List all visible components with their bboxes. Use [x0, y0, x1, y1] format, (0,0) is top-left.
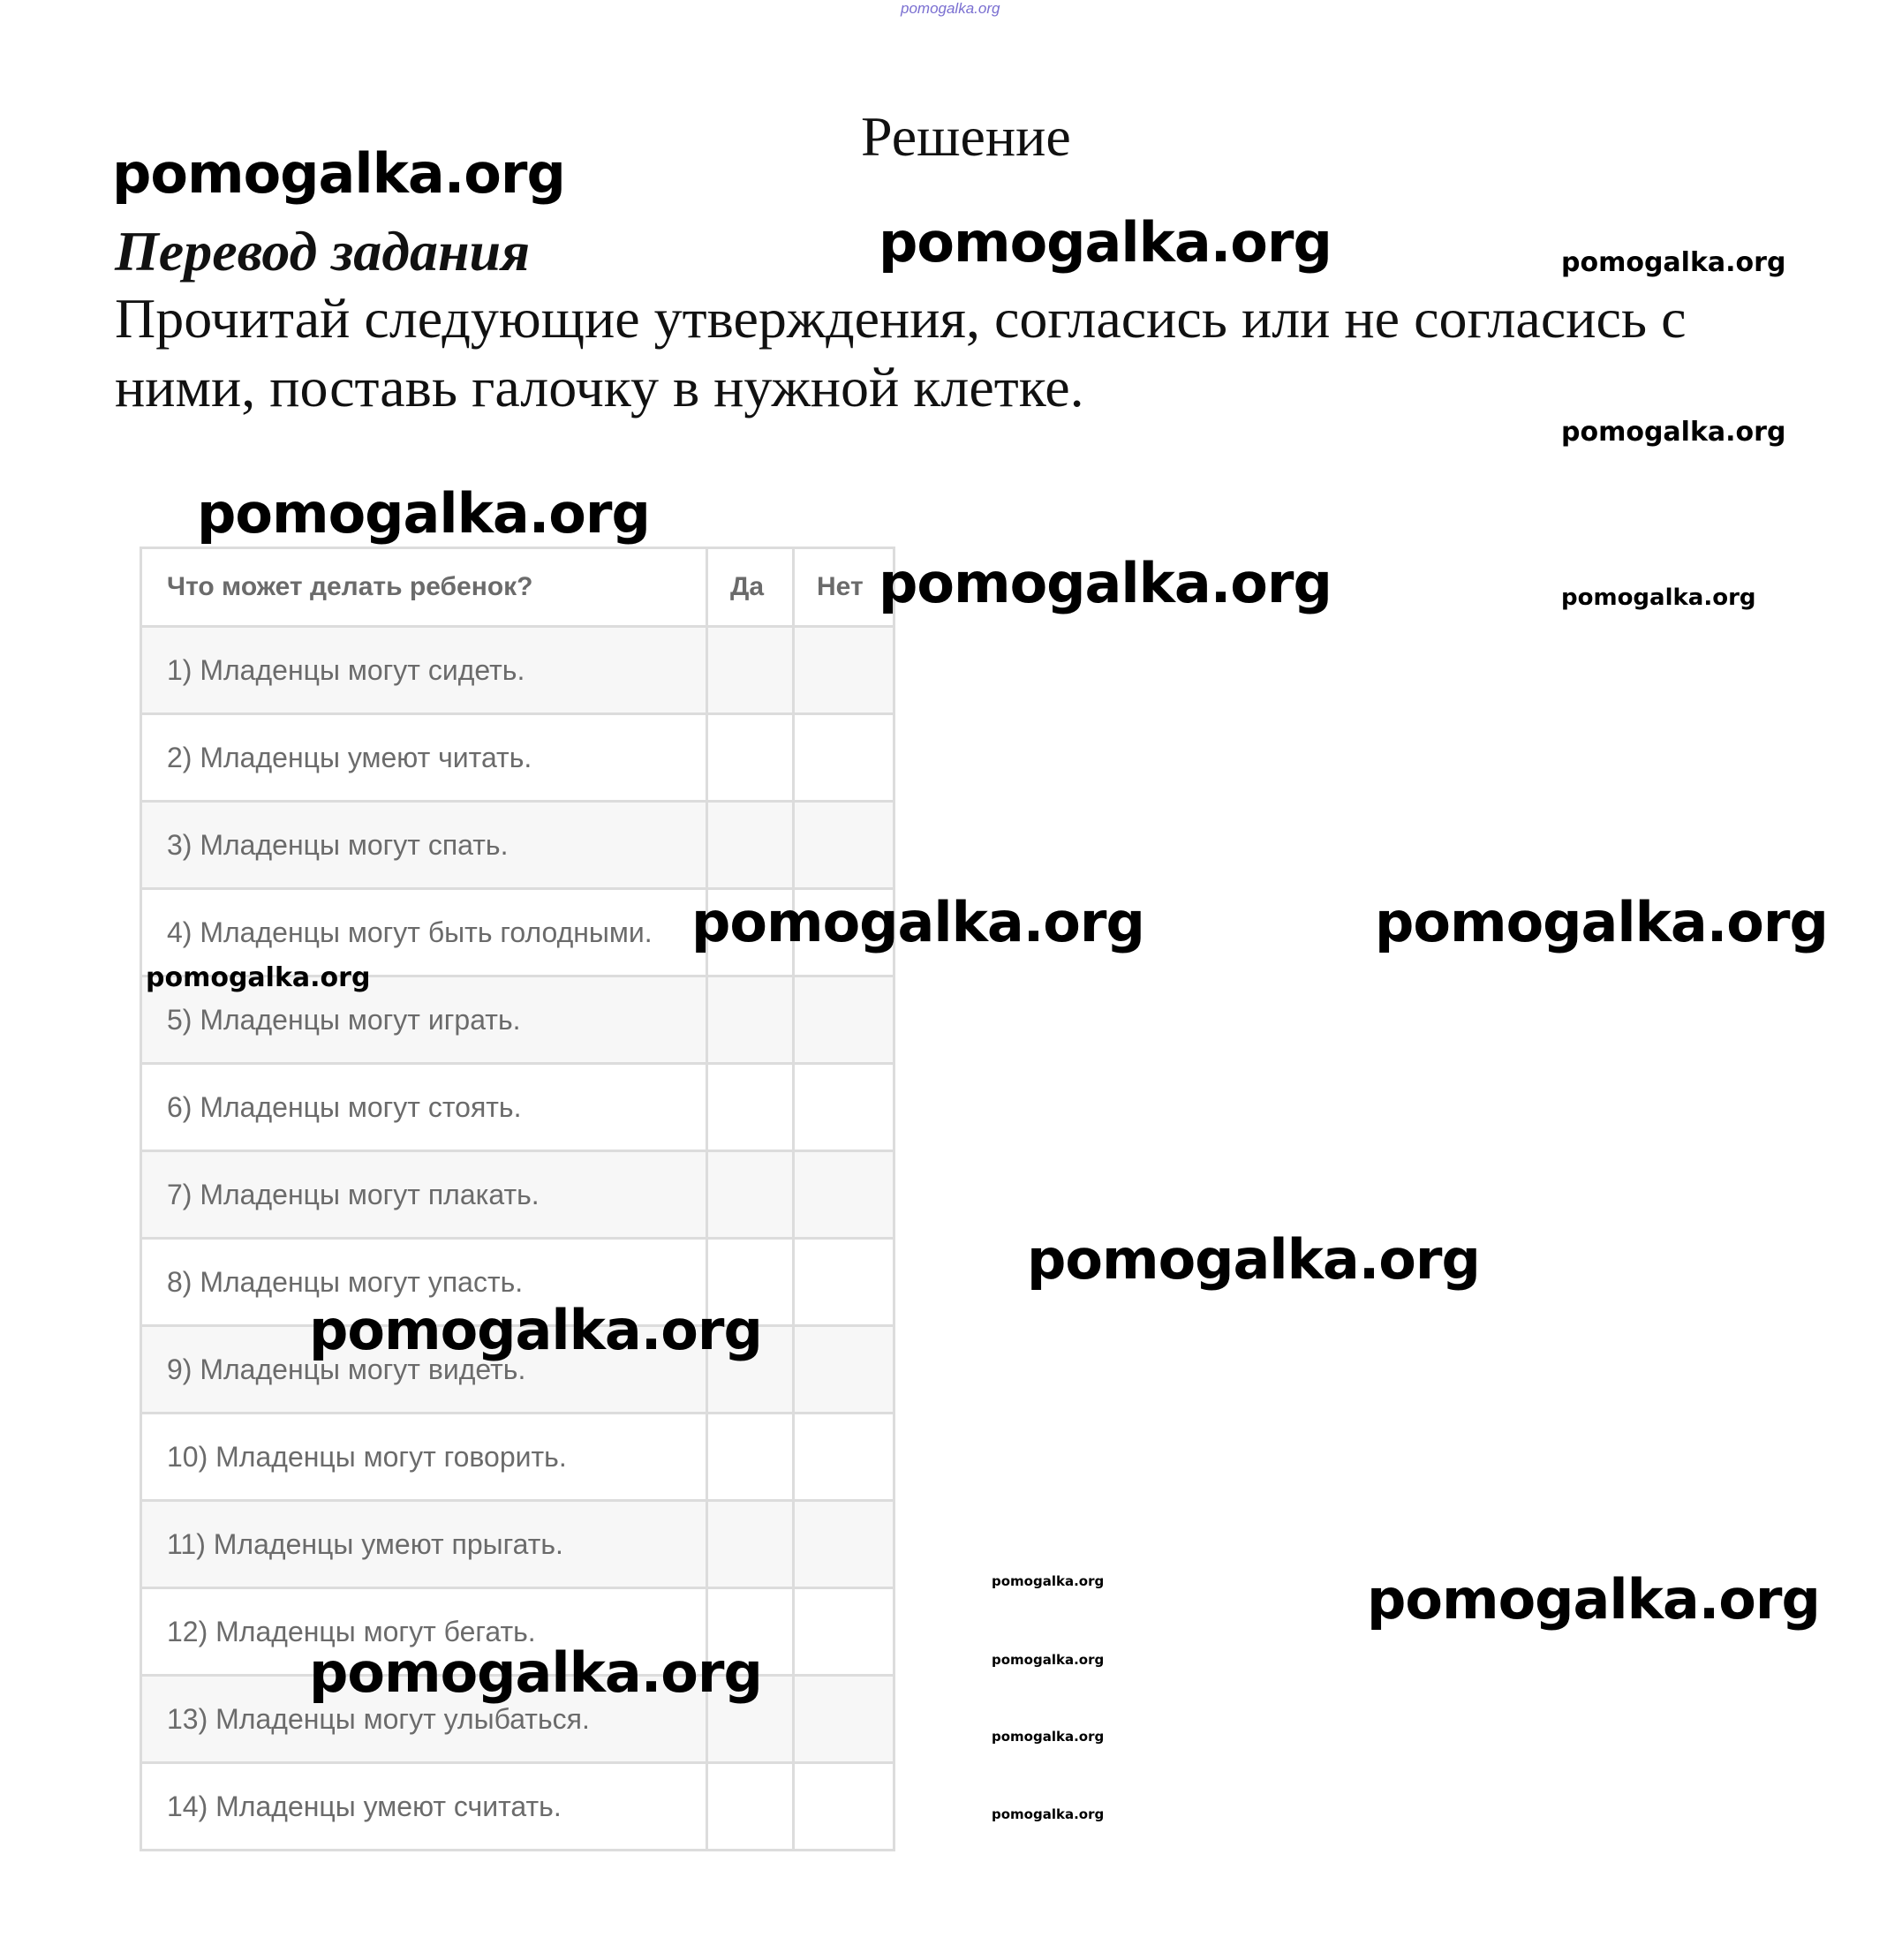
table-row [141, 714, 894, 802]
table-row [141, 1151, 894, 1239]
header-question: Что может делать ребенок? [141, 548, 707, 627]
watermark: pomogalka.org [112, 141, 565, 206]
statement-cell: 6) Младенцы могут стоять. [141, 1064, 707, 1151]
table-row [141, 1501, 894, 1588]
yes-cell[interactable] [707, 1064, 794, 1151]
table-header-row [141, 548, 894, 627]
statement-cell: 2) Младенцы умеют читать. [141, 714, 707, 802]
statement-cell: 14) Младенцы умеют считать. [141, 1763, 707, 1851]
statement-cell: 7) Младенцы могут плакать. [141, 1151, 707, 1239]
task-text: Прочитай следующие утверждения, согласись или не согласись с ними, поставь галочку в нужной клетке. [115, 287, 1687, 418]
no-cell[interactable] [794, 1413, 894, 1501]
header-no: Нет [794, 548, 894, 627]
statement-cell: 5) Младенцы могут играть. [141, 976, 707, 1064]
yes-cell[interactable] [707, 714, 794, 802]
watermark: pomogalka.org [1367, 1567, 1820, 1632]
statement-cell: 10) Младенцы могут говорить. [141, 1413, 707, 1501]
no-cell[interactable] [794, 1064, 894, 1151]
watermark: pomogalka.org [1561, 247, 1786, 278]
statement-cell: 8) Младенцы могут упасть. [141, 1239, 707, 1326]
table-row [141, 627, 894, 714]
table-row [141, 1763, 894, 1851]
page-title: Решение [861, 105, 1071, 168]
yes-cell[interactable] [707, 802, 794, 889]
header-yes: Да [707, 548, 794, 627]
watermark: pomogalka.org [879, 210, 1332, 275]
yes-cell[interactable] [707, 976, 794, 1064]
watermark: pomogalka.org [691, 890, 1144, 954]
no-cell[interactable] [794, 1151, 894, 1239]
watermark: pomogalka.org [1027, 1227, 1480, 1292]
no-cell[interactable] [794, 1239, 894, 1326]
yes-cell[interactable] [707, 1501, 794, 1588]
yes-cell[interactable] [707, 1763, 794, 1851]
watermark: pomogalka.org [197, 481, 650, 546]
yes-cell[interactable] [707, 1151, 794, 1239]
no-cell[interactable] [794, 1326, 894, 1413]
watermark: pomogalka.org [309, 1640, 762, 1705]
watermark: pomogalka.org [146, 962, 371, 993]
no-cell[interactable] [794, 1501, 894, 1588]
no-cell[interactable] [794, 1588, 894, 1676]
yes-cell[interactable] [707, 1413, 794, 1501]
watermark: pomogalka.org [992, 1652, 1105, 1668]
statement-cell: 4) Младенцы могут быть голодными. [141, 889, 707, 976]
watermark: pomogalka.org [992, 1729, 1105, 1745]
no-cell[interactable] [794, 627, 894, 714]
no-cell[interactable] [794, 802, 894, 889]
table-row [141, 1064, 894, 1151]
table-row [141, 1413, 894, 1501]
no-cell[interactable] [794, 1763, 894, 1851]
watermark: pomogalka.org [1561, 584, 1756, 611]
no-cell[interactable] [794, 1676, 894, 1763]
statement-cell: 1) Младенцы могут сидеть. [141, 627, 707, 714]
no-cell[interactable] [794, 976, 894, 1064]
statement-cell: 11) Младенцы умеют прыгать. [141, 1501, 707, 1588]
watermark: pomogalka.org [879, 551, 1332, 615]
section-title: Перевод задания [115, 220, 531, 283]
top-watermark: pomogalka.org [901, 0, 1000, 17]
statement-cell: 12) Младенцы могут бегать. [141, 1588, 707, 1676]
yes-cell[interactable] [707, 627, 794, 714]
watermark: pomogalka.org [1375, 890, 1828, 954]
no-cell[interactable] [794, 714, 894, 802]
watermark: pomogalka.org [992, 1573, 1105, 1589]
watermark: pomogalka.org [1561, 417, 1786, 448]
statement-cell: 3) Младенцы могут спать. [141, 802, 707, 889]
watermark: pomogalka.org [992, 1806, 1105, 1822]
watermark: pomogalka.org [309, 1298, 762, 1362]
statement-cell: 13) Младенцы могут улыбаться. [141, 1676, 707, 1763]
statement-cell: 9) Младенцы могут видеть. [141, 1326, 707, 1413]
table-row [141, 802, 894, 889]
